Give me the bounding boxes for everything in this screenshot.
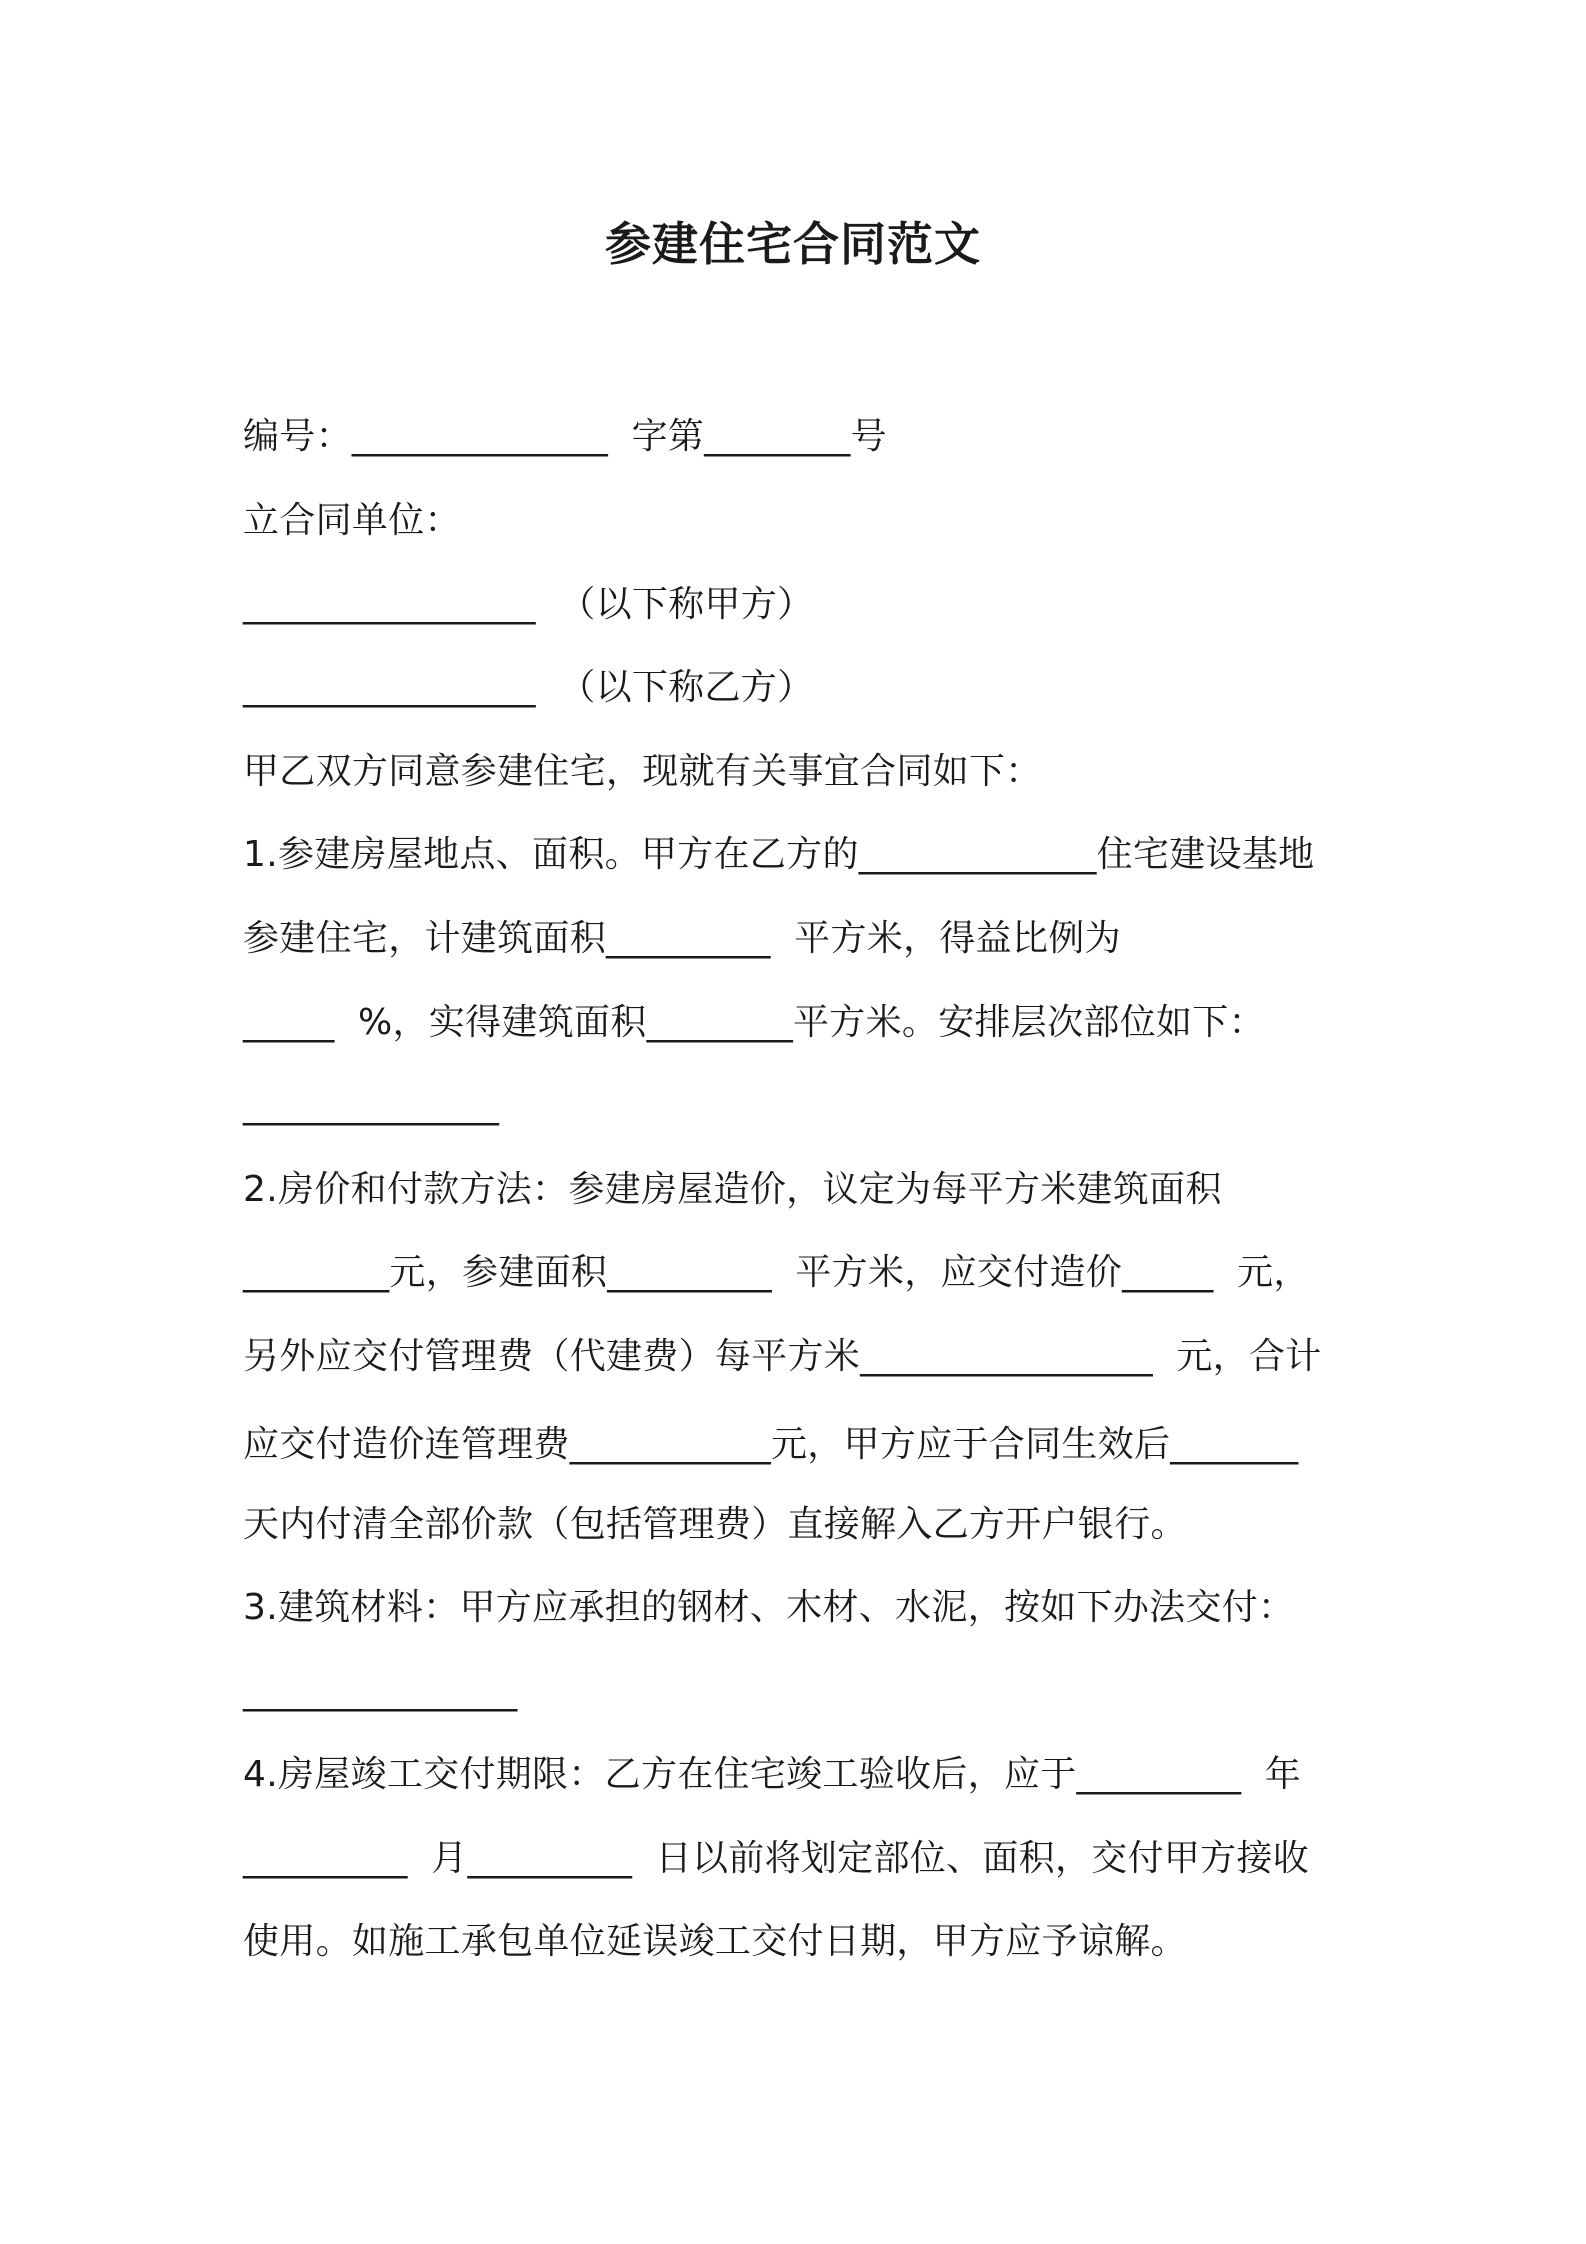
clause-1-line-1: 1.参建房屋地点、面积。甲方在乙方的_____________住宅建设基地 — [243, 834, 1315, 875]
clause-1-line-2: 参建住宅，计建筑面积_________ 平方米，得益比例为 — [243, 918, 1121, 959]
clause-3-line-1: 3.建筑材料：甲方应承担的钢材、木材、水泥，按如下办法交付： — [243, 1587, 1295, 1628]
party-b-line: ________________ （以下称乙方） — [243, 667, 814, 708]
clause-2-line-1: 2.房价和付款方法：参建房屋造价，议定为每平方米建筑面积 — [243, 1169, 1222, 1210]
preamble-line: 甲乙双方同意参建住宅，现就有关事宜合同如下： — [243, 751, 1042, 792]
contracting-parties-label: 立合同单位： — [243, 500, 461, 541]
clause-2-line-4: 应交付造价连管理费___________元，甲方应于合同生效后_______ — [243, 1424, 1299, 1465]
party-a-line: ________________ （以下称甲方） — [243, 584, 814, 625]
clause-4-line-1: 4.房屋竣工交付期限：乙方在住宅竣工验收后，应于_________ 年 — [243, 1754, 1302, 1795]
clause-4-line-2: _________ 月_________ 日以前将划定部位、面积，交付甲方接收 — [243, 1838, 1310, 1879]
clause-4-line-3: 使用。如施工承包单位延误竣工交付日期，甲方应予谅解。 — [243, 1921, 1187, 1962]
clause-2-line-2: ________元，参建面积_________ 平方米，应交付造价_____ 元， — [243, 1252, 1310, 1293]
clause-3-line-2: _______________ — [243, 1671, 518, 1712]
clause-2-line-3: 另外应交付管理费（代建费）每平方米________________ 元，合计 — [243, 1336, 1322, 1377]
clause-1-line-3: _____ %，实得建筑面积________平方米。安排层次部位如下： — [243, 1002, 1265, 1043]
document-title: 参建住宅合同范文 — [605, 217, 981, 271]
clause-2-line-5: 天内付清全部价款（包括管理费）直接解入乙方开户银行。 — [243, 1504, 1187, 1545]
clause-1-line-4: ______________ — [243, 1085, 500, 1126]
contract-number-line: 编号：______________ 字第________号 — [243, 416, 887, 457]
